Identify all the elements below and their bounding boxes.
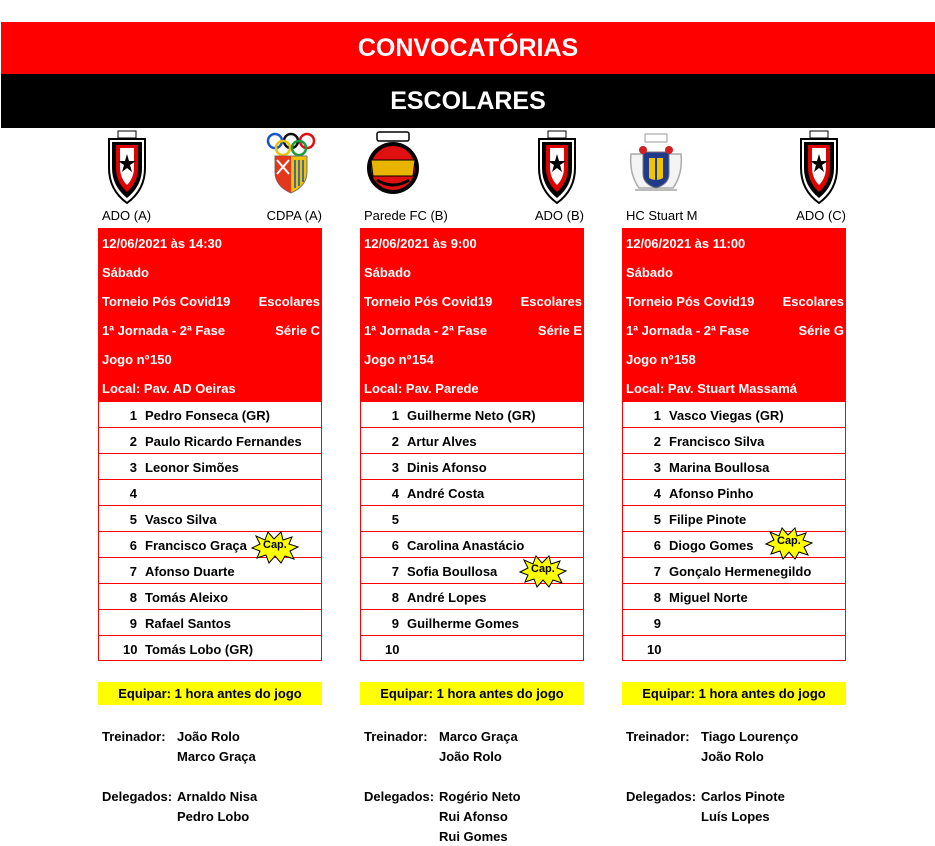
player-number: 6 [129,538,137,553]
player-name: Sofia Boullosa [407,564,498,579]
player-number: 8 [129,590,137,605]
player-number: 5 [129,512,137,527]
game-column [357,0,586,846]
equip-notice: Equipar: 1 hora antes do jogo [622,682,846,705]
category-name: Escolares [258,294,320,309]
game-number-label: Jogo nº [626,352,674,367]
game-info-panel [98,228,322,401]
player-name: Francisco Silva [669,434,765,449]
player-row [99,480,321,506]
delegates-label: Delegados: [364,789,435,804]
game-info-panel [622,228,846,401]
delegates-label: Delegados: [626,789,697,804]
player-number: 7 [129,564,137,579]
game-number-label: Jogo nº [364,352,412,367]
player-row [99,506,321,532]
trainer-name: João Rolo [177,729,240,744]
ado-crest-icon [537,130,577,209]
player-row [361,402,583,428]
player-number: 9 [129,616,137,631]
player-row [623,636,845,661]
captain-label: Cap. [263,539,287,551]
series-name: Série C [275,323,320,338]
player-row [361,480,583,506]
player-name: André Lopes [407,590,487,605]
player-number: 6 [653,538,661,553]
player-number: 8 [391,590,399,605]
player-name: Carolina Anastácio [407,538,525,553]
player-number: 2 [391,434,399,449]
captain-label: Cap. [777,535,801,547]
player-name: Pedro Fonseca (GR) [145,408,270,423]
player-name: Diogo Gomes [669,538,754,553]
delegates-label: Delegados: [102,789,173,804]
player-name: Francisco Graça [145,538,247,553]
player-number: 8 [653,590,661,605]
player-row [361,454,583,480]
page-title: CONVOCATÓRIAS [357,33,579,62]
player-row [99,610,321,636]
player-row [361,636,583,661]
player-number: 5 [653,512,661,527]
away-team-name: ADO (C) [796,208,846,223]
player-row [623,584,845,610]
player-name: Leonor Simões [145,460,239,475]
player-name: Miguel Norte [669,590,748,605]
home-team-name: ADO (A) [102,208,152,223]
player-name: Dinis Afonso [407,460,487,475]
player-number: 9 [653,616,661,631]
player-number: 5 [391,512,399,527]
player-number: 4 [653,486,661,501]
round-name: 1ª Jornada - 2ª Fase [102,323,226,338]
player-number: 3 [653,460,661,475]
tournament-name: Torneio Pós Covid19 [102,294,231,309]
game-number: 150 [150,352,172,367]
player-row [361,428,583,454]
trainer-name: Tiago Lourenço [701,729,799,744]
player-row [361,610,583,636]
delegate-name: Pedro Lobo [177,809,250,824]
captain-badge [250,530,300,569]
ado-crest-icon [799,130,839,209]
away-team-name: CDPA (A) [266,208,322,223]
equip-notice: Equipar: 1 hora antes do jogo [98,682,322,705]
player-row [99,584,321,610]
player-name: Marina Boullosa [669,460,770,475]
series-name: Série G [798,323,844,338]
series-name: Série E [537,323,582,338]
player-number: 10 [123,642,138,657]
captain-badge [518,554,568,593]
home-team-name: HC Stuart M [626,208,698,223]
round-name: 1ª Jornada - 2ª Fase [364,323,488,338]
player-number: 2 [653,434,661,449]
game-weekday: Sábado [102,265,149,280]
game-venue: Local: Pav. Stuart Massamá [626,381,797,396]
game-info-panel [360,228,584,401]
player-row [361,506,583,532]
trainer-name: João Rolo [701,749,764,764]
delegate-name: Carlos Pinote [701,789,785,804]
player-row [623,480,845,506]
tournament-name: Torneio Pós Covid19 [364,294,493,309]
tournament-name: Torneio Pós Covid19 [626,294,755,309]
delegate-name: Rui Afonso [439,809,508,824]
trainer-label: Treinador: [626,729,690,744]
game-datetime: 12/06/2021 às 11:00 [626,236,746,251]
player-name: Guilherme Gomes [407,616,519,631]
player-name: Tomás Lobo (GR) [145,642,254,657]
game-number: 158 [674,352,696,367]
player-name: Artur Alves [407,434,477,449]
player-name: Tomás Aleixo [145,590,229,605]
player-name: Afonso Pinho [669,486,754,501]
player-row [623,610,845,636]
game-column [98,0,324,846]
category-name: Escolares [782,294,844,309]
cdpa-crest-icon [265,130,317,199]
player-row [99,402,321,428]
captain-label: Cap. [531,563,555,575]
round-name: 1ª Jornada - 2ª Fase [626,323,750,338]
game-number-label: Jogo nº [102,352,150,367]
home-team-name: Parede FC (B) [364,208,448,223]
delegate-name: Arnaldo Nisa [177,789,258,804]
away-team-name: ADO (B) [534,208,584,223]
trainer-name: Marco Graça [177,749,256,764]
player-number: 1 [391,408,399,423]
player-name: André Costa [407,486,485,501]
player-name: Guilherme Neto (GR) [407,408,536,423]
player-list [360,401,584,661]
captain-badge [764,526,814,565]
player-row [623,428,845,454]
game-venue: Local: Pav. AD Oeiras [102,381,236,396]
player-row [623,402,845,428]
player-number: 2 [129,434,137,449]
equip-notice: Equipar: 1 hora antes do jogo [360,682,584,705]
player-number: 10 [647,642,662,657]
player-number: 3 [129,460,137,475]
player-number: 7 [653,564,661,579]
player-number: 3 [391,460,399,475]
player-name: Afonso Duarte [145,564,235,579]
game-weekday: Sábado [626,265,673,280]
player-number: 1 [129,408,137,423]
player-row [99,636,321,661]
game-datetime: 12/06/2021 às 14:30 [102,236,222,251]
player-number: 6 [391,538,399,553]
game-weekday: Sábado [364,265,411,280]
page-subtitle: ESCOLARES [390,86,546,115]
game-column [622,0,848,846]
game-venue: Local: Pav. Parede [364,381,479,396]
trainer-name: Marco Graça [439,729,518,744]
player-number: 7 [391,564,399,579]
player-number: 1 [653,408,661,423]
trainer-label: Treinador: [364,729,428,744]
player-name: Paulo Ricardo Fernandes [145,434,302,449]
player-row [99,428,321,454]
player-name: Vasco Silva [145,512,217,527]
player-number: 4 [129,486,137,501]
player-name: Rafael Santos [145,616,231,631]
trainer-label: Treinador: [102,729,166,744]
delegate-name: Rogério Neto [439,789,521,804]
player-number: 9 [391,616,399,631]
delegate-name: Luís Lopes [701,809,770,824]
ado-crest-icon [107,130,147,209]
player-name: Filipe Pinote [669,512,747,527]
delegate-name: Rui Gomes [439,829,508,844]
trainer-name: João Rolo [439,749,502,764]
player-name: Gonçalo Hermenegildo [669,564,812,579]
player-name: Vasco Viegas (GR) [669,408,784,423]
player-number: 4 [391,486,399,501]
game-datetime: 12/06/2021 às 9:00 [364,236,477,251]
game-number: 154 [412,352,434,367]
player-row [99,454,321,480]
player-number: 10 [385,642,400,657]
category-name: Escolares [520,294,582,309]
hc-stuart-crest-icon [625,130,687,201]
parede-fc-crest-icon [363,130,423,201]
player-row [623,454,845,480]
